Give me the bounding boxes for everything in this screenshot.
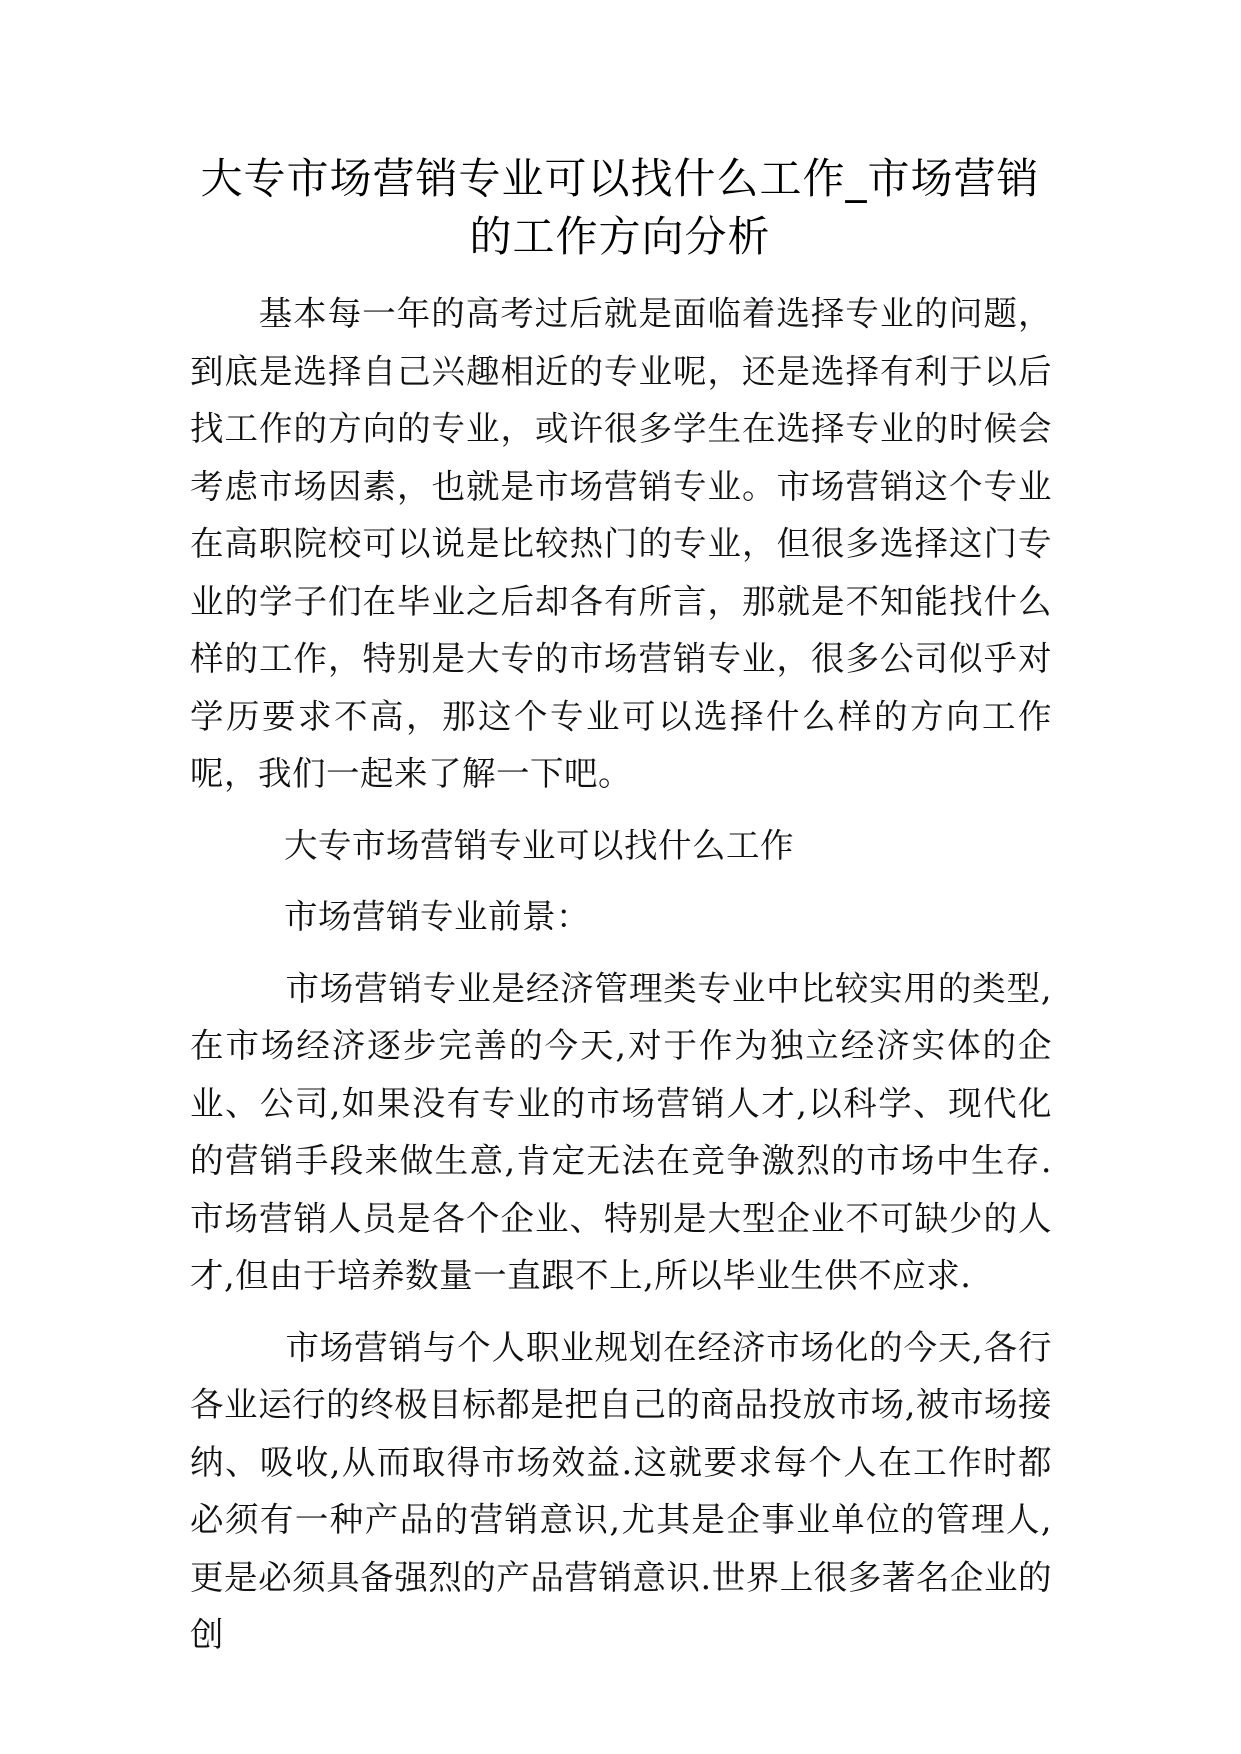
spacer — [190, 1305, 1052, 1319]
spacer — [190, 874, 1052, 888]
document-title: 大专市场营销专业可以找什么工作_市场营销的工作方向分析 — [200, 154, 1040, 261]
prospect-paragraph: 市场营销专业是经济管理类专业中比较实用的类型,在市场经济逐步完善的今天,对于作为独立经济实体的企业、公司,如果没有专业的市场营销人才,以科学、现代化的营销手段来做生意,肯定无法在竞争激烈的市场中生存.市场营销人员是各个企业、特别是大型企业不可缺少的人才,但由于培养数量一直跟不上,所以毕业生供不应求. — [190, 968, 1052, 1295]
intro-paragraph: 基本每一年的高考过后就是面临着选择专业的问题，到底是选择自己兴趣相近的专业呢，还是选择有利于以后找工作的方向的专业，或许很多学生在选择专业的时候会考虑市场因素，也就是市场营销专业。市场营销这个专业在高职院校可以说是比较热门的专业，但很多选择这门专业的学子们在毕业之后却各有所言，那就是不知能找什么样的工作，特别是大专的市场营销专业，很多公司似乎对学历要求不高，那这个专业可以选择什么样的方向工作呢，我们一起来了解一下吧。 — [190, 294, 1052, 793]
subsection-heading: 市场营销专业前景： — [284, 897, 590, 936]
spacer — [190, 803, 1052, 817]
section-heading: 大专市场营销专业可以找什么工作 — [284, 825, 794, 865]
document-body — [190, 285, 1052, 1664]
spacer — [190, 946, 1052, 960]
career-paragraph: 市场营销与个人职业规划在经济市场化的今天,各行各业运行的终极目标都是把自己的商品投放市场,被市场接纳、吸收,从而取得市场效益.这就要求每个人在工作时都必须有一种产品的营销意识,尤其是企事业单位的管理人,更是必须具备强烈的产品营销意识.世界上很多著名企业的创 — [190, 1327, 1052, 1654]
